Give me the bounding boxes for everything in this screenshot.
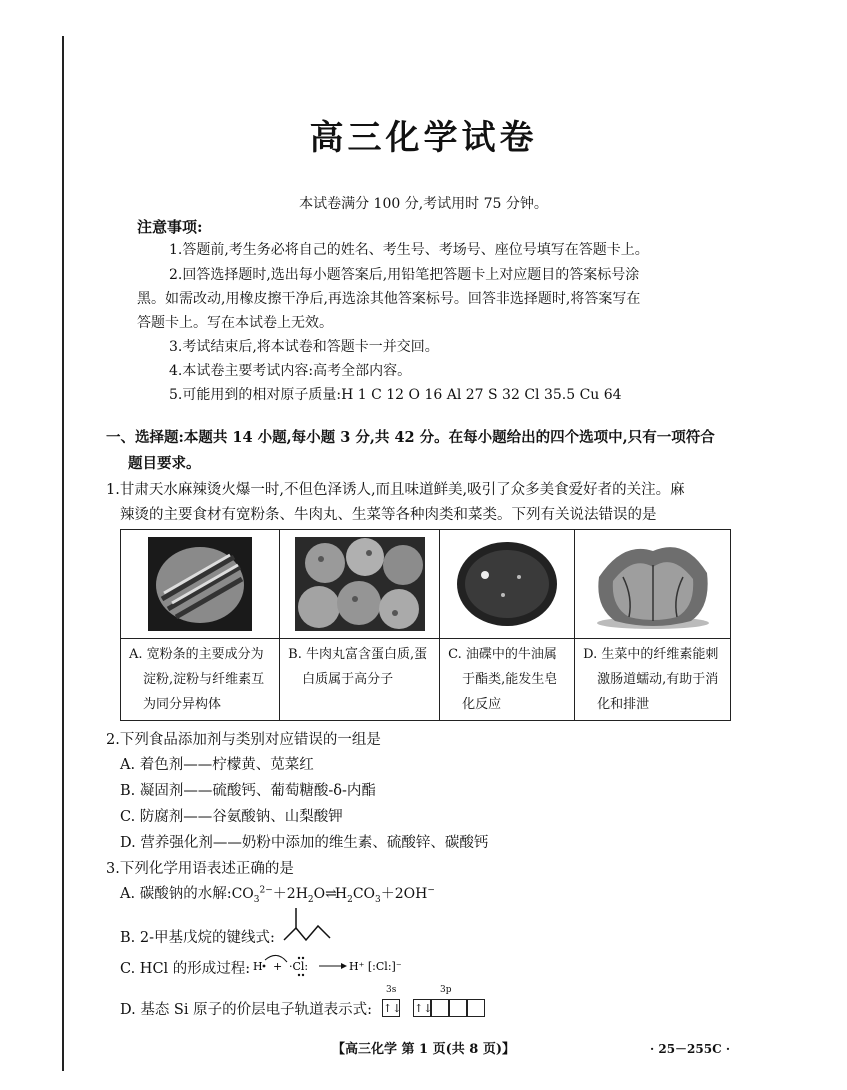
orbital-diagram: ↑↓ ↑↓ (382, 997, 485, 1017)
note-line: 1.答题前,考生务必将自己的姓名、考生号、考场号、座位号填写在答题卡上。 (169, 242, 649, 258)
beef-ball-photo (280, 530, 439, 638)
exam-title: 高三化学试卷 (309, 118, 538, 158)
option-d-caption: D. 生菜中的纤维素能刺 激肠道蠕动,有助于消 化和排泄 (575, 638, 730, 720)
orbital-3s-label: 3s (386, 985, 397, 995)
option-b-caption: B. 牛肉丸富含蛋白质,蛋 白质属于高分子 (280, 638, 439, 720)
page-footer: 【高三化学 第 1 页(共 8 页)】 (331, 1042, 516, 1057)
q2-stem: 2.下列食品添加剂与类别对应错误的一组是 (106, 732, 381, 748)
note-line: 5.可能用到的相对原子质量:H 1 C 12 O 16 Al 27 S 32 Cl 35.5 Cu 64 (169, 387, 622, 403)
binding-line (62, 36, 64, 1071)
noodle-photo (121, 530, 279, 638)
q1-option-table (120, 529, 731, 721)
note-line: 答题卡上。写在本试卷上无效。 (137, 315, 333, 331)
note-line: 3.考试结束后,将本试卷和答题卡一并交回。 (169, 339, 439, 355)
oil-dish-photo (440, 530, 574, 638)
orbital-3p-label: 3p (440, 985, 452, 995)
note-line: 黑。如需改动,用橡皮擦干净后,再选涂其他答案标号。回答非选择题时,将答案写在 (137, 291, 641, 307)
hcl-formation (253, 952, 413, 978)
q3-option-c: C. HCl 的形成过程: (120, 961, 251, 977)
q3-stem: 3.下列化学用语表述正确的是 (106, 861, 294, 877)
q1-stem-cont: 辣烫的主要食材有宽粉条、牛肉丸、生菜等各种肉类和菜类。下列有关说法错误的是 (120, 507, 657, 523)
note-line: 2.回答选择题时,选出每小题答案后,用铅笔把答题卡上对应题目的答案标号涂 (169, 267, 640, 283)
q2-option-c: C. 防腐剂——谷氨酸钠、山梨酸钾 (120, 809, 343, 825)
svg-text:H: H (253, 960, 263, 973)
exam-info: 本试卷满分 100 分,考试用时 75 分钟。 (299, 196, 548, 212)
q3-option-d: D. 基态 Si 原子的价层电子轨道表示式: (120, 1002, 372, 1018)
option-c-caption: C. 油碟中的牛油属 于酯类,能发生皂 化反应 (440, 638, 574, 720)
q2-option-d: D. 营养强化剂——奶粉中添加的维生素、硫酸锌、碳酸钙 (120, 835, 489, 851)
q3-option-a: A. 碳酸钠的水解$:CO_3^{2-}+2H_2O\rightleftharpoons H_2CO_3+2OH^-$ (120, 885, 435, 905)
paper-code: · 25－255C · (650, 1042, 731, 1056)
svg-text:H⁺ [:Cl:]⁻: H⁺ [:Cl:]⁻ (349, 960, 402, 973)
note-line: 4.本试卷主要考试内容:高考全部内容。 (169, 363, 412, 379)
q2-option-a: A. 着色剂——柠檬黄、苋菜红 (120, 757, 314, 773)
skeletal-formula (282, 906, 332, 944)
svg-text:+: + (273, 960, 283, 973)
section-heading-cont: 题目要求。 (128, 455, 201, 472)
notes-heading: 注意事项: (137, 218, 203, 236)
section-heading: 一、选择题:本题共 14 小题,每小题 3 分,共 42 分。在每小题给出的四个选项中,只有一项符合 (106, 429, 715, 446)
svg-text:·Cl:: ·Cl: (289, 960, 309, 973)
q2-option-b: B. 凝固剂——硫酸钙、葡萄糖酸-δ-内酯 (120, 783, 376, 799)
lettuce-photo (575, 530, 730, 638)
q3-option-b: B. 2-甲基戊烷的键线式: (120, 930, 275, 946)
q1-stem: 1.甘肃天水麻辣烫火爆一时,不但色泽诱人,而且味道鲜美,吸引了众多美食爱好者的关注。麻 (106, 482, 685, 498)
option-a-caption: A. 宽粉条的主要成分为 淀粉,淀粉与纤维素互 为同分异构体 (121, 638, 279, 720)
